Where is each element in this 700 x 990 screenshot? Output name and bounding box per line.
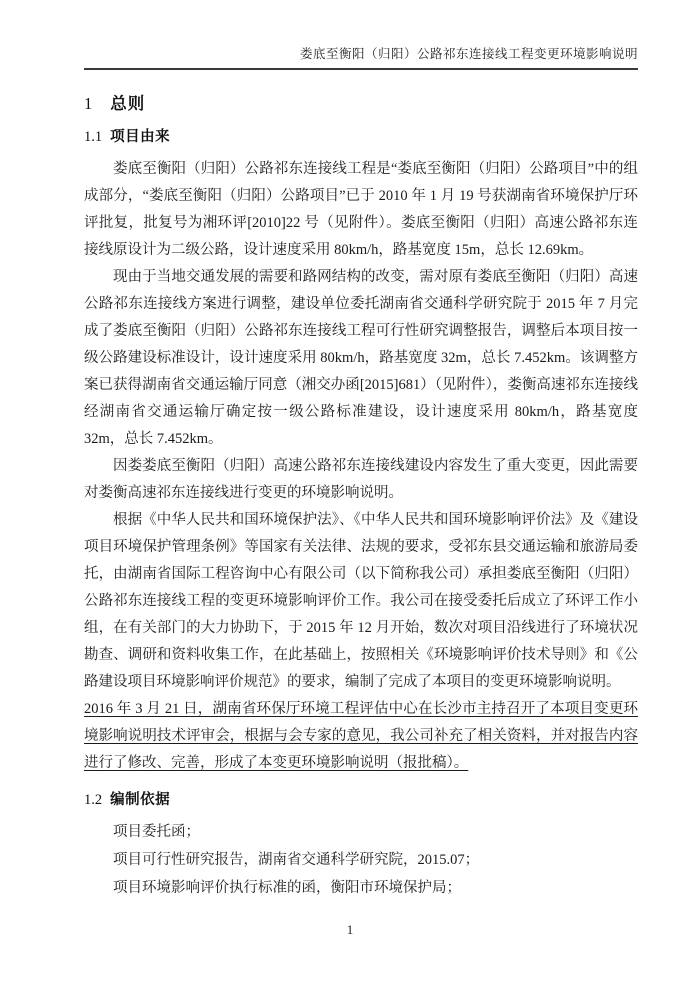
reference-item-eia-standard-letter: 项目环境影响评价执行标准的函，衡阳市环境保护局；	[113, 880, 461, 896]
paragraph-major-change: 因娄娄底至衡阳（归阳）高速公路祁东连接线建设内容发生了重大变更，因此需要对娄衡高速祁东连接线进行变更的环境影响说明。	[84, 458, 638, 501]
section-heading-1-2	[84, 790, 638, 810]
section-1-2-title: 编制依据	[110, 792, 171, 808]
paragraph-review-meeting-underlined: 2016 年 3 月 21 日，湖南省环保厅环境工程评估中心在长沙市主持召开了本项目变更环境影响说明技术评审会，根据与会专家的意见，我公司补充了相关资料，并对报告内容进行了修改、完善，形成了本变更环境影响说明（报批稿）。	[84, 701, 638, 771]
document-content	[84, 46, 638, 902]
section-1-1-title: 项目由来	[110, 129, 171, 145]
paragraph-project-background: 娄底至衡阳（归阳）公路祁东连接线工程是“娄底至衡阳（归阳）公路项目”中的组成部分，“娄底至衡阳（归阳）公路项目”已于 2010 年 1 月 19 号获湖南省环境保护厅环评批复，批复号为湘环评[2010]22 号（见附件）。娄底至衡阳（归阳）高速公路祁东连接线原设计为二级公路，设计速度采用 80km/h，路基宽度 15m，总长 12.69km。	[84, 161, 638, 258]
header-running-title: 娄底至衡阳（归阳）公路祁东连接线工程变更环境影响说明	[299, 47, 638, 61]
page-number: 1	[346, 922, 354, 937]
paragraph-adjustment-plan: 现由于当地交通发展的需要和路网结构的改变，需对原有娄底至衡阳（归阳）高速公路祁东连接线方案进行调整，建设单位委托湖南省交通科学研究院于 2015 年 7 月完成了娄底至衡阳（归阳）公路祁东连接线工程可行性研究调整报告，调整后本项目按一级公路建设标准设计，设计速度采用 80km/h，路基宽度 32m，总长 7.452km。该调整方案已获得湖南省交通运输厅同意（湘交办函[2015]681）（见附件），娄衡高速祁东连接线经湖南省交通运输厅确定按一级公路标准建设，设计速度采用 80km/h，路基宽度 32m，总长 7.452km。	[84, 269, 638, 447]
reference-list	[84, 818, 638, 902]
section-1-number: 1	[84, 94, 93, 113]
paragraph-eia-commission: 根据《中华人民共和国环境保护法》、《中华人民共和国环境影响评价法》及《建设项目环境保护管理条例》等国家有关法律、法规的要求，受祁东县交通运输和旅游局委托，由湖南省国际工程咨询中心有限公司（以下简称我公司）承担娄底至衡阳（归阳）公路祁东连接线工程的变更环境影响评价工作。我公司在接受委托后成立了环评工作小组，在有关部门的大力协助下，于 2015 年 12 月开始，数次对项目沿线进行了环境状况勘查、调研和资料收集工作，在此基础上，按照相关《环境影响评价技术导则》和《公路建设项目环境影响评价规范》的要求，编制了完成了本项目的变更环境影响说明。	[84, 512, 638, 690]
reference-item-feasibility-report: 项目可行性研究报告，湖南省交通科学研究院，2015.07；	[113, 852, 480, 868]
reference-item-entrustment-letter: 项目委托函；	[113, 824, 200, 840]
section-1-2-number: 1.2	[84, 792, 103, 808]
page-header	[84, 46, 638, 70]
section-heading-1-1	[84, 127, 638, 147]
section-heading-1	[84, 94, 638, 114]
section-1-1-number: 1.1	[84, 129, 103, 145]
section-1-title: 总则	[110, 95, 146, 113]
section-1-1-body	[84, 156, 638, 777]
